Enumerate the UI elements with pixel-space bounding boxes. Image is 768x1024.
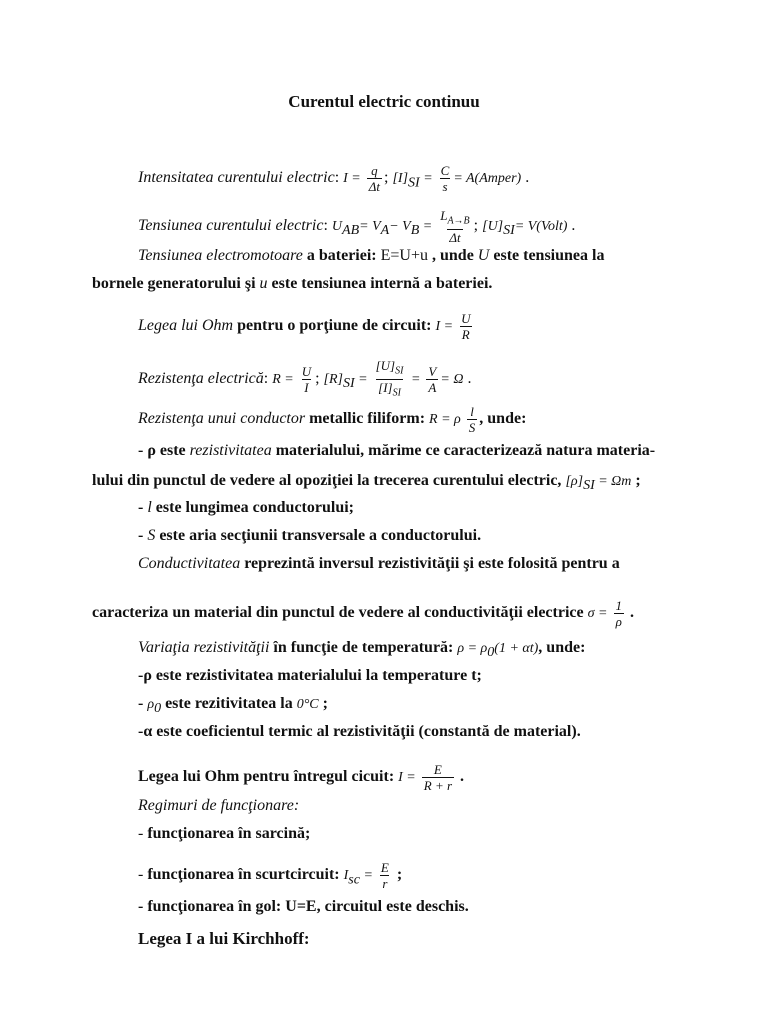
- resistivity-line: - ρ este rezistivitatea materialului, mărime ce caracterizează natura materia-: [138, 442, 656, 459]
- ohm-law-partial-line: Legea lui Ohm pentru o porţiune de circuit: I = $\frac{U}{R}$: [138, 311, 471, 342]
- term-conductivity: Conductivitatea: [138, 555, 241, 572]
- unit-bracket-i: [I]: [392, 171, 409, 187]
- current-intensity-line: Intensitatea curentului electric: I = $\frac{q}{\Delta t}$ ; $[I]_{SI}$ = $\frac{C}{s}$ = A(Amper) .: [138, 163, 530, 194]
- fraction-l-over-s: $\frac{l}{S}$: [468, 404, 476, 435]
- term-resistivity-variation: Variaţia rezistivităţii: [138, 639, 270, 656]
- fraction-u-over-i: $\frac{U}{I}$: [301, 363, 312, 395]
- conductor-resistance-line: Rezistenţa unui conductor metallic filiform: R = ρ $\frac{l}{S}$ , unde:: [138, 404, 527, 435]
- term-conductor-resistance: Rezistenţa unui conductor: [138, 410, 306, 428]
- length-line: - l este lungimea conductorului;: [138, 499, 354, 516]
- fraction-v-over-a: $\frac{V}{A}$: [428, 363, 437, 395]
- mode-short-circuit-item: - funcţionarea în scurtcircuit: $I_{sc}$ = $\frac{E}{r}$ ;: [138, 860, 403, 891]
- page-title: Curentul electric continuu: [288, 92, 480, 111]
- conductivity-line: Conductivitatea reprezintă inversul rezistivităţii şi este folosită pentru a: [138, 555, 620, 572]
- fraction-c-over-s: $\frac{C}{s}$: [440, 163, 450, 194]
- alpha-line: -α este coeficientul termic al rezistivităţii (constantă de material).: [138, 723, 581, 740]
- mode-open-circuit-item: - funcţionarea în gol: U=E, circuitul este deschis.: [138, 898, 469, 915]
- rho0-line: - $\rho_0$ este rezitivitatea la 0°C ;: [138, 695, 328, 717]
- ohm-law-full-line: Legea lui Ohm pentru întregul cicuit: I = $\frac{E}{R + r}$ .: [138, 762, 465, 793]
- fraction-1-over-rho: $\frac{1}{\rho}$: [615, 598, 622, 629]
- term-resistivity: rezistivitatea: [189, 442, 272, 459]
- term-ohm-law: Legea lui Ohm: [138, 317, 234, 335]
- resistance-line: Rezistenţa electrică: R = $\frac{U}{I}$ ; $[R]_{SI}$ = $\frac{[U]_{SI}}{[I]_{SI}}$ = $\frac{V}{A}$ = Ω .: [138, 358, 472, 399]
- term-current-intensity: Intensitatea curentului electric: [138, 169, 335, 187]
- mode-load-item: - funcţionarea în sarcină;: [138, 825, 311, 842]
- fraction-q-over-dt: $\frac{q}{\Delta t}$: [368, 163, 380, 194]
- kirchhoff-heading: Legea I a lui Kirchhoff:: [138, 929, 310, 948]
- fraction-u-over-r: $\frac{U}{R}$: [461, 311, 471, 342]
- emf-line-cont: bornele generatorului şi u este tensiunea internă a bateriei.: [92, 275, 493, 292]
- term-emf: Tensiunea electromotoare: [138, 247, 303, 264]
- term-voltage: Tensiunea curentului electric: [138, 216, 324, 234]
- operating-modes-heading: Regimuri de funcţionare:: [138, 797, 300, 814]
- conductivity-line-cont: caracteriza un material din punctul de vedere al conductivităţii electrice σ = $\frac{1}{\rho}$ .: [92, 598, 634, 629]
- voltage-line: Tensiunea curentului electric: $U_{AB}= V_A- V_B$ = $\frac{L_{A\to B}}{\Delta t}$ ; $[U]_{SI}=$ V(Volt) .: [138, 208, 576, 245]
- fraction-work-over-dt: $\frac{L_{A\to B}}{\Delta t}$: [440, 208, 470, 245]
- resistivity-line-cont: lului din punctul de vedere al opoziţiei la trecerea curentului electric, $[\rho]_{SI} = \Omega m$ ;: [92, 472, 641, 494]
- formula-intensity: I =: [343, 171, 361, 187]
- area-line: - S este aria secţiunii transversale a conductorului.: [138, 527, 482, 544]
- fraction-e-over-rr: $\frac{E}{R + r}$: [423, 762, 453, 793]
- term-resistance: Rezistenţa electrică: [138, 369, 264, 387]
- resistivity-variation-line: Variaţia rezistivităţii în funcţie de temperatură: $\rho = \rho_0(1 + \alpha t)$, unde:: [138, 639, 586, 661]
- rho-line: -ρ este rezistivitatea materialului la temperature t;: [138, 667, 482, 684]
- emf-line: Tensiunea electromotoare a bateriei: E=U+u , unde U este tensiunea la: [138, 247, 605, 264]
- fraction-units: $\frac{[U]_{SI}}{[I]_{SI}}$: [375, 358, 404, 399]
- fraction-e-over-r: $\frac{E}{r}$: [380, 860, 389, 891]
